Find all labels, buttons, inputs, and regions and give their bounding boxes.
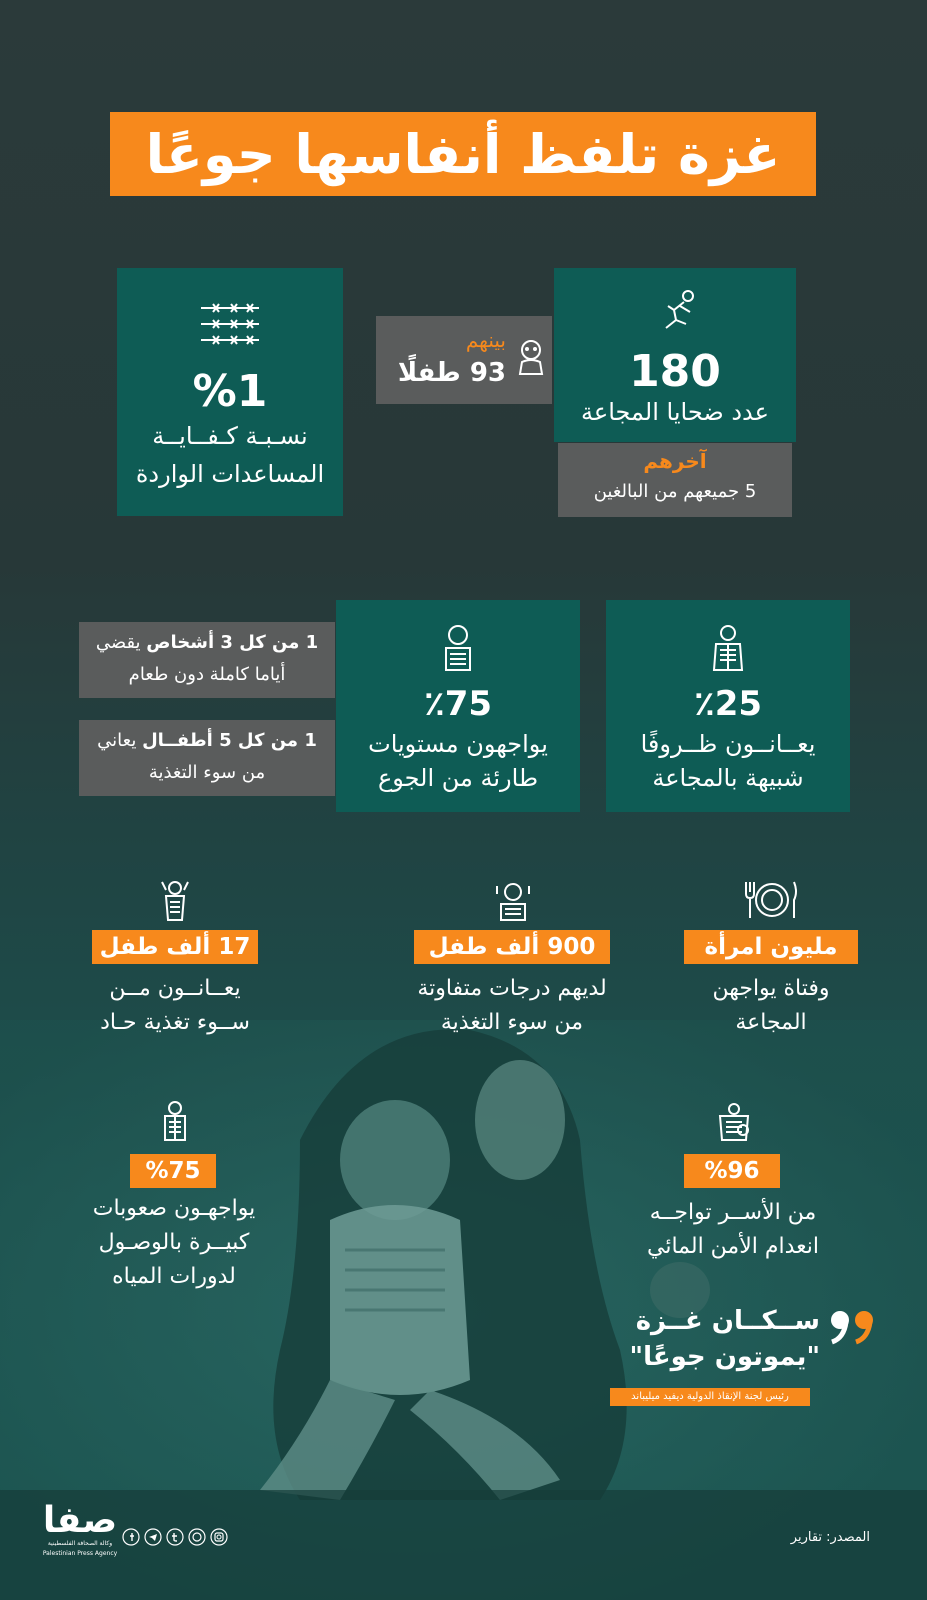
starving-child-icon	[440, 624, 476, 674]
stat75-line2: طارئة من الجوع	[377, 764, 539, 792]
quote-line1: ســكــان غــزة	[635, 1306, 820, 1336]
side-note-1	[79, 622, 335, 698]
side-note-2	[79, 720, 335, 796]
starving-person-icon	[710, 624, 746, 674]
side-note-1-rest: يقضي	[95, 632, 147, 653]
page-title: غزة تلفظ أنفاسها جوعًا	[145, 122, 781, 186]
agency-name-en: Palestinian Press Agency	[42, 1550, 118, 1557]
row3-900k-line1: لديهم درجات متفاوتة	[417, 976, 607, 1001]
aid-card	[117, 268, 343, 516]
row4-96-line1: من الأســر تواجــه	[649, 1200, 817, 1225]
side-note-1-line2: أياما كاملة دون طعام	[128, 664, 286, 685]
barbed-wire-icon	[199, 300, 261, 348]
stat25-number: ٪25	[693, 684, 763, 724]
skeleton-icon	[160, 1100, 190, 1142]
stat75-line1: يواجهون مستويات	[368, 730, 548, 758]
whatsapp-icon[interactable]	[188, 1528, 206, 1546]
aid-line1: نسـبـة كـفــايــة	[152, 422, 308, 450]
telegram-icon[interactable]	[144, 1528, 162, 1546]
row4-75-line2: كبيــرة بالوصـول	[98, 1230, 250, 1255]
stat25-line2: شبيهة بالمجاعة	[652, 764, 804, 792]
row3-tag-900k: 900 ألف طفل	[414, 930, 610, 964]
stat75-card	[336, 600, 580, 812]
stat25-card	[606, 600, 850, 812]
row3-17k-line1: يعــانــون مــن	[109, 976, 241, 1001]
latest-title: آخرهم	[643, 449, 707, 473]
row3-women-line2: المجاعة	[735, 1010, 807, 1035]
row3-900k-line2: من سوء التغذية	[440, 1010, 584, 1035]
side-note-2-line2: من سوء التغذية	[148, 762, 266, 783]
baby-icon	[514, 338, 548, 378]
row3-tag-women: مليون امرأة	[684, 930, 858, 964]
row4-tag-96: %96	[684, 1154, 780, 1188]
empty-plate-icon	[742, 880, 800, 920]
agency-name-ar: وكالة الصحافة الفلسطينية	[47, 1540, 113, 1547]
side-note-1-bold: 1 من كل 3 أشخاص	[146, 632, 319, 653]
side-note-2-bold: 1 من كل 5 أطفــال	[142, 730, 317, 751]
side-note-2-rest: يعاني	[97, 730, 143, 751]
twitter-icon[interactable]	[166, 1528, 184, 1546]
quote-attribution: رئيس لجنة الإنقاذ الدولية ديفيد ميليباند	[610, 1388, 810, 1406]
title-banner	[110, 112, 816, 196]
row4-96-line2: انعدام الأمن المائي	[646, 1234, 819, 1259]
water-body-icon	[714, 1102, 754, 1142]
row3-17k-line2: ســوء تغذية حـاد	[100, 1010, 250, 1035]
latest-text: 5 جميعهم من البالغين	[593, 481, 757, 502]
victims-card	[554, 268, 796, 442]
malnourished-child-icon	[160, 880, 190, 922]
quote-mark-icon	[826, 1308, 880, 1346]
victims-label: عدد ضحايا المجاعة	[581, 398, 769, 426]
social-icons	[122, 1528, 228, 1548]
victims-number: 180	[629, 346, 721, 397]
children-prefix: بينهم	[465, 328, 506, 352]
logo-text: صفا	[42, 1500, 118, 1541]
aid-number: %1	[192, 366, 268, 417]
latest-card	[558, 443, 792, 517]
row3-tag-17k: 17 ألف طفل	[92, 930, 258, 964]
stat75-number: ٪75	[423, 684, 493, 724]
stat25-line1: يعــانــون ظــروفًا	[640, 730, 816, 758]
instagram-icon[interactable]	[210, 1528, 228, 1546]
row4-75-line1: يواجهـون صعوبات	[92, 1196, 256, 1221]
agency-logo	[40, 1500, 120, 1562]
aid-line2: المساعدات الواردة	[135, 460, 325, 488]
children-victims-card	[376, 316, 552, 404]
quote-line2: "يموتون جوعًا"	[629, 1342, 820, 1372]
hungry-child-icon	[494, 880, 532, 922]
facebook-icon[interactable]	[122, 1528, 140, 1546]
fallen-person-icon	[654, 288, 700, 334]
row3-women-line1: وفتاة يواجهن	[712, 976, 830, 1001]
children-value: 93 طفلًا	[397, 358, 506, 388]
row4-75-line3: لدورات المياه	[112, 1264, 236, 1289]
source-label: المصدر: تقارير	[790, 1530, 870, 1545]
row4-tag-75: %75	[130, 1154, 216, 1188]
